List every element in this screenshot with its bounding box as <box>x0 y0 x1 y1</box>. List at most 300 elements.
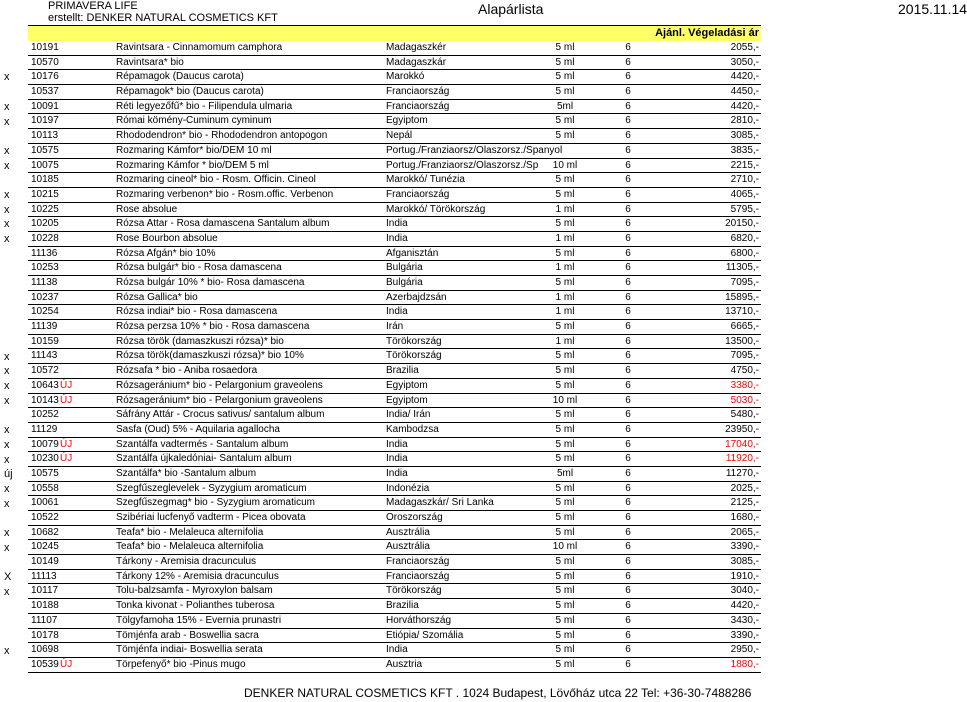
table-row <box>28 379 761 394</box>
row-mark: x <box>4 189 10 201</box>
product-price: 3380,- <box>730 379 759 391</box>
table-row <box>28 276 761 291</box>
product-price: 6800,- <box>730 247 759 259</box>
pack-quantity: 6 <box>625 262 631 274</box>
product-price: 5795,- <box>730 203 759 215</box>
price-list-table <box>28 41 761 673</box>
product-price: 15895,- <box>725 291 759 303</box>
row-mark: x <box>4 159 10 172</box>
pack-quantity: 6 <box>625 321 631 333</box>
product-name: Szibériai lucfenyő vadterm - Picea obovata <box>116 512 306 523</box>
table-row <box>28 305 761 320</box>
product-name: Rózsa perzsa 10% * bio - Rosa damascena <box>116 321 310 333</box>
product-origin: Franciaország <box>386 556 450 568</box>
product-price: 11305,- <box>725 262 759 274</box>
product-price: 11270,- <box>725 467 759 479</box>
product-size: 5 ml <box>555 218 575 230</box>
product-code: 10185 <box>31 174 59 186</box>
created-by: erstellt: DENKER NATURAL COSMETICS KFT <box>48 12 278 24</box>
product-code: 10245 <box>31 541 59 553</box>
product-size: 10 ml <box>552 541 578 553</box>
product-price: 17040,- <box>725 438 759 450</box>
product-code: 10575 <box>31 144 59 156</box>
product-code: 10091 <box>31 100 59 112</box>
product-price: 3085,- <box>730 130 759 142</box>
product-price: 13500,- <box>725 335 759 347</box>
product-price: 3040,- <box>730 585 759 597</box>
row-mark: x <box>4 497 10 510</box>
pack-quantity: 6 <box>625 556 631 568</box>
product-price: 2810,- <box>730 115 759 127</box>
product-code: 10539 <box>31 658 59 670</box>
table-row <box>28 423 761 438</box>
table-row <box>28 173 761 188</box>
page-title: Alapárlista <box>478 1 544 17</box>
table-row <box>28 85 761 100</box>
pack-quantity: 6 <box>625 218 631 230</box>
product-size: 5 ml <box>555 658 575 670</box>
table-row <box>28 56 761 71</box>
table-row <box>28 364 761 379</box>
product-code: 10643 <box>31 379 59 391</box>
product-name: Tömjénfa indiai- Boswellia serata <box>116 644 263 656</box>
product-name: Teafa* bio - Melaleuca alternifolia <box>116 526 264 538</box>
pack-quantity: 6 <box>625 188 631 200</box>
pack-quantity: 6 <box>625 482 631 494</box>
product-origin: Bulgária <box>386 262 423 274</box>
table-row <box>28 188 761 203</box>
row-mark: x <box>4 144 10 157</box>
product-price: 11920,- <box>725 453 759 465</box>
product-name: Répamagok* bio (Daucus carota) <box>116 86 264 98</box>
product-name: Szegfűszegmag* bio - Syzygium aromaticum <box>116 497 315 509</box>
product-origin: Irán <box>386 321 404 333</box>
table-row <box>28 320 761 335</box>
product-size: 5 ml <box>555 570 575 582</box>
product-origin: Afganisztán <box>386 247 439 259</box>
product-name: Tárkony - Aremisia dracunculus <box>116 556 257 568</box>
product-name: Rózsa indiai* bio - Rosa damascena <box>116 306 278 318</box>
product-size: 5 ml <box>555 438 575 450</box>
product-name: Rose Bourbon absolue <box>116 232 218 244</box>
product-price: 3835,- <box>730 144 759 156</box>
table-row <box>28 438 761 453</box>
product-name: Rózsa Attar - Rosa damascena Santalum album <box>116 218 330 230</box>
product-size: 5 ml <box>555 614 575 626</box>
table-row <box>28 570 761 585</box>
product-size: 5 ml <box>555 482 575 494</box>
pack-quantity: 6 <box>625 335 631 347</box>
pack-quantity: 6 <box>625 644 631 656</box>
product-price: 4420,- <box>730 600 759 612</box>
pack-quantity: 6 <box>625 174 631 186</box>
product-origin: Marokkó/ Törökország <box>386 203 486 215</box>
product-price: 3050,- <box>730 56 759 68</box>
row-mark: x <box>4 365 10 378</box>
product-name: Sasfa (Oud) 5% - Aquilaria agallocha <box>116 423 280 435</box>
product-name: Répamagok (Daucus carota) <box>116 71 244 83</box>
pack-quantity: 6 <box>625 600 631 612</box>
product-name: Rózsa Afgán* bio 10% <box>116 247 216 259</box>
product-price: 4450,- <box>730 86 759 98</box>
product-code: 10698 <box>31 644 59 656</box>
row-mark: x <box>4 424 10 437</box>
table-row <box>28 540 761 555</box>
product-size: 5 ml <box>555 585 575 597</box>
product-origin: India <box>386 467 408 479</box>
product-code: 10079 <box>31 438 59 450</box>
product-size: 5 ml <box>555 409 575 421</box>
product-name: Római kömény-Cuminum cyminum <box>116 115 272 127</box>
product-origin: India/ Irán <box>386 409 431 421</box>
product-code: 10252 <box>31 409 59 421</box>
product-size: 5ml <box>556 467 574 479</box>
row-mark: x <box>4 380 10 393</box>
product-origin: Marokkó <box>386 71 425 83</box>
product-name: Rózsa bulgár* bio - Rosa damascena <box>116 262 282 274</box>
row-mark: x <box>4 394 10 407</box>
product-size: 10 ml <box>552 159 578 171</box>
product-name: Szegfűszeglevelek - Syzygium aromaticum <box>116 482 307 494</box>
product-name: Ravintsara - Cinnamomum camphora <box>116 42 283 53</box>
product-size: 5 ml <box>555 277 575 288</box>
product-price: 4420,- <box>730 100 759 112</box>
product-code: 10188 <box>31 600 59 612</box>
table-row <box>28 159 761 174</box>
product-name: Törpefenyő* bio -Pinus mugo <box>116 658 246 670</box>
product-name: Réti legyezőfű* bio - Filipendula ulmaria <box>116 100 293 112</box>
product-name: Tonka kivonat - Polianthes tuberosa <box>116 600 275 612</box>
product-origin: Etiópia/ Szomália <box>386 629 464 641</box>
product-size: 5 ml <box>555 379 575 391</box>
product-name: Szantálfa* bio -Santalum album <box>116 467 257 479</box>
product-name: Rose absolue <box>116 203 178 215</box>
table-row <box>28 129 761 144</box>
table-row <box>28 217 761 232</box>
product-name: Rózsa török(damaszkuszi rózsa)* bio 10% <box>116 350 304 362</box>
table-row <box>28 349 761 364</box>
pack-quantity: 6 <box>625 438 631 450</box>
product-price: 7095,- <box>730 277 759 288</box>
new-badge: ÚJ <box>60 394 73 406</box>
product-price: 2950,- <box>730 644 759 656</box>
product-size: 5 ml <box>555 497 575 509</box>
product-origin: Brazilia <box>386 365 419 377</box>
product-code: 10570 <box>31 56 59 68</box>
product-origin: India <box>386 644 408 656</box>
pack-quantity: 6 <box>625 86 631 98</box>
pack-quantity: 6 <box>625 658 631 670</box>
product-origin: Franciaország <box>386 188 450 200</box>
product-size: 5 ml <box>555 86 575 98</box>
product-origin: Kambodzsa <box>386 423 439 435</box>
product-size: 5 ml <box>555 526 575 538</box>
product-price: 1880,- <box>730 658 759 670</box>
new-badge: ÚJ <box>60 379 73 391</box>
pack-quantity: 6 <box>625 159 631 171</box>
row-mark: x <box>4 644 10 657</box>
product-origin: India <box>386 306 408 318</box>
product-size: 5 ml <box>555 188 575 200</box>
product-origin: Franciaország <box>386 570 450 582</box>
product-price: 2065,- <box>730 526 759 538</box>
row-mark: x <box>4 453 10 466</box>
product-price: 4420,- <box>730 71 759 83</box>
product-size: 5 ml <box>555 130 575 142</box>
product-code: 10159 <box>31 335 59 347</box>
product-size: 1 ml <box>555 306 575 318</box>
product-origin: Marokkó/ Tunézia <box>386 174 465 186</box>
product-price: 2215,- <box>730 159 759 171</box>
product-code: 10558 <box>31 482 59 494</box>
pack-quantity: 6 <box>625 277 631 288</box>
product-code: 10237 <box>31 291 59 303</box>
table-row <box>28 511 761 526</box>
price-column-label: Ajánl. Végeladási ár <box>655 27 759 39</box>
product-code: 10253 <box>31 262 59 274</box>
table-row <box>28 555 761 570</box>
product-origin: Oroszország <box>386 512 443 523</box>
product-origin: Egyiptom <box>386 379 428 391</box>
row-mark: x <box>4 218 10 231</box>
product-name: Rózsa török (damaszkuszi rózsa)* bio <box>116 335 284 347</box>
pack-quantity: 6 <box>625 291 631 303</box>
product-name: Rózsageránium* bio - Pelargonium graveolens <box>116 379 323 391</box>
product-price: 2710,- <box>730 174 759 186</box>
product-size: 5 ml <box>555 115 575 127</box>
pack-quantity: 6 <box>625 232 631 244</box>
product-name: Rozmaring Kámfor * bio/DEM 5 ml <box>116 159 269 171</box>
product-size: 5 ml <box>555 350 575 362</box>
product-name: Sáfrány Attár - Crocus sativus/ santalum album <box>116 409 325 421</box>
product-size: 5 ml <box>555 423 575 435</box>
product-size: 5 ml <box>555 644 575 656</box>
product-code: 10537 <box>31 86 59 98</box>
row-mark: x <box>4 100 10 113</box>
product-name: Tárkony 12% - Aremisia dracunculus <box>116 570 279 582</box>
product-price: 1910,- <box>730 570 759 582</box>
product-code: 11129 <box>31 423 58 435</box>
pack-quantity: 6 <box>625 247 631 259</box>
product-code: 10197 <box>31 115 59 127</box>
product-size: 5 ml <box>555 247 575 259</box>
product-name: Tömjénfa arab - Boswellia sacra <box>116 629 259 641</box>
product-code: 11113 <box>31 570 57 582</box>
product-price: 7095,- <box>730 350 759 362</box>
product-size: 5ml <box>556 100 574 112</box>
product-code: 10143 <box>31 394 59 406</box>
product-code: 10522 <box>31 512 59 523</box>
pack-quantity: 6 <box>625 467 631 479</box>
table-row <box>28 482 761 497</box>
product-origin: Ausztrália <box>386 541 430 553</box>
product-code: 10575 <box>31 467 59 479</box>
product-code: 10149 <box>31 556 59 568</box>
table-row <box>28 70 761 85</box>
product-price: 2125,- <box>730 497 759 509</box>
product-price: 3085,- <box>730 556 759 568</box>
pack-quantity: 6 <box>625 541 631 553</box>
product-price: 2025,- <box>730 482 759 494</box>
table-row <box>28 496 761 511</box>
product-code: 11136 <box>31 247 58 259</box>
row-mark: x <box>4 438 10 451</box>
product-size: 1 ml <box>555 291 575 303</box>
product-origin: Horváthország <box>386 614 452 626</box>
row-mark: x <box>4 585 10 598</box>
product-price: 3430,- <box>730 614 759 626</box>
row-mark: x <box>4 71 10 84</box>
product-origin: India <box>386 453 408 465</box>
product-name: Rhododendron* bio - Rhododendron antopogon <box>116 130 328 142</box>
new-badge: ÚJ <box>60 658 73 670</box>
pack-quantity: 6 <box>625 144 631 156</box>
product-price: 6665,- <box>730 321 759 333</box>
document-date: 2015.11.14 <box>898 1 967 17</box>
product-name: Tolu-balzsamfa - Myroxylon balsam <box>116 585 273 597</box>
product-origin: Törökország <box>386 350 442 362</box>
product-price: 20150,- <box>725 218 759 230</box>
product-code: 10215 <box>31 188 59 200</box>
product-code: 10117 <box>31 585 59 597</box>
brand-name: PRIMAVERA LIFE <box>48 0 138 12</box>
product-name: Rózsageránium* bio - Pelargonium graveolens <box>116 394 323 406</box>
row-mark: x <box>4 115 10 128</box>
pack-quantity: 6 <box>625 56 631 68</box>
product-origin: Madagaszkár <box>386 56 447 68</box>
pack-quantity: 6 <box>625 350 631 362</box>
pack-quantity: 6 <box>625 306 631 318</box>
table-row <box>28 408 761 423</box>
product-origin: Brazilia <box>386 600 419 612</box>
product-origin: Madagaszkér <box>386 42 447 53</box>
pack-quantity: 6 <box>625 394 631 406</box>
pack-quantity: 6 <box>625 585 631 597</box>
table-row <box>28 335 761 350</box>
row-mark: x <box>4 203 10 216</box>
new-badge: ÚJ <box>60 438 73 450</box>
product-code: 10061 <box>31 497 59 509</box>
product-code: 11139 <box>31 321 58 333</box>
product-size: 5 ml <box>555 365 575 377</box>
product-origin: Madagaszkár/ Sri Lanka <box>386 497 494 509</box>
product-code: 10682 <box>31 526 59 538</box>
pack-quantity: 6 <box>625 71 631 83</box>
product-size: 5 ml <box>555 42 575 53</box>
product-price: 5030,- <box>730 394 759 406</box>
product-code: 10572 <box>31 365 59 377</box>
product-size: 10 ml <box>552 394 578 406</box>
product-price: 2055,- <box>730 42 759 53</box>
pack-quantity: 6 <box>625 629 631 641</box>
row-mark: x <box>4 483 10 495</box>
product-size: 5 ml <box>555 629 575 641</box>
table-row <box>28 467 761 482</box>
product-name: Rózsafa * bio - Aniba rosaedora <box>116 365 258 377</box>
pack-quantity: 6 <box>625 100 631 112</box>
pack-quantity: 6 <box>625 409 631 421</box>
product-origin: India <box>386 218 408 230</box>
product-name: Rózsa bulgár 10% * bio- Rosa damascena <box>116 277 305 288</box>
product-name: Rozmaring cineol* bio - Rosm. Officin. Cineol <box>116 174 316 186</box>
table-row <box>28 203 761 218</box>
product-origin: Franciaország <box>386 86 450 98</box>
product-code: 10205 <box>31 218 59 230</box>
pack-quantity: 6 <box>625 42 631 53</box>
product-name: Szantálfa vadtermés - Santalum album <box>116 438 289 450</box>
product-size: 1 ml <box>555 232 575 244</box>
table-row <box>28 614 761 629</box>
product-size: 1 ml <box>555 262 575 274</box>
row-mark: X <box>4 571 12 584</box>
product-code: 10191 <box>31 42 59 53</box>
pack-quantity: 6 <box>625 423 631 435</box>
product-origin: Törökország <box>386 335 442 347</box>
product-code: 10254 <box>31 306 59 318</box>
pack-quantity: 6 <box>625 526 631 538</box>
pack-quantity: 6 <box>625 614 631 626</box>
product-size: 5 ml <box>555 453 575 465</box>
product-origin: Ausztrália <box>386 526 430 538</box>
product-price: 4065,- <box>730 188 759 200</box>
product-code: 10075 <box>31 159 59 171</box>
row-mark: x <box>4 541 10 554</box>
table-row <box>28 100 761 115</box>
pack-quantity: 6 <box>625 512 631 523</box>
product-size: 5 ml <box>555 56 575 68</box>
pack-quantity: 6 <box>625 365 631 377</box>
product-origin: Indonézia <box>386 482 430 494</box>
product-origin: Azerbajdzsán <box>386 291 447 303</box>
product-size: 5 ml <box>555 600 575 612</box>
product-name: Teafa* bio - Melaleuca alternifolia <box>116 541 264 553</box>
table-row <box>28 114 761 129</box>
table-row <box>28 291 761 306</box>
product-code: 11107 <box>31 614 58 626</box>
product-origin: Törökország <box>386 585 442 597</box>
product-code: 10113 <box>31 130 59 142</box>
pack-quantity: 6 <box>625 115 631 127</box>
product-origin: India <box>386 232 408 244</box>
product-name: Rózsa Gallica* bio <box>116 291 198 303</box>
product-origin: Bulgária <box>386 277 423 288</box>
product-size: 1 ml <box>555 203 575 215</box>
product-price: 13710,- <box>725 306 759 318</box>
product-size: 5 ml <box>555 512 575 523</box>
product-size: 5 ml <box>555 174 575 186</box>
product-code: 10228 <box>31 232 59 244</box>
table-row <box>28 599 761 614</box>
price-column-header <box>28 25 761 41</box>
product-name: Tölgyfamoha 15% - Evernia prunastri <box>116 614 282 626</box>
product-price: 4750,- <box>730 365 759 377</box>
product-size: 1 ml <box>555 335 575 347</box>
table-row <box>28 261 761 276</box>
pack-quantity: 6 <box>625 453 631 465</box>
pack-quantity: 6 <box>625 497 631 509</box>
product-size: 5 ml <box>555 71 575 83</box>
product-code: 10230 <box>31 453 59 465</box>
table-row <box>28 629 761 644</box>
row-mark: x <box>4 527 10 540</box>
product-origin: Portug./Franziaorsz/Olaszorsz./Sp <box>386 159 539 171</box>
product-origin: Ausztria <box>386 658 423 670</box>
product-size: 5 ml <box>555 321 575 333</box>
product-code: 10178 <box>31 629 59 641</box>
table-row <box>28 144 761 159</box>
row-mark: x <box>4 233 10 246</box>
product-price: 3390,- <box>730 629 759 641</box>
